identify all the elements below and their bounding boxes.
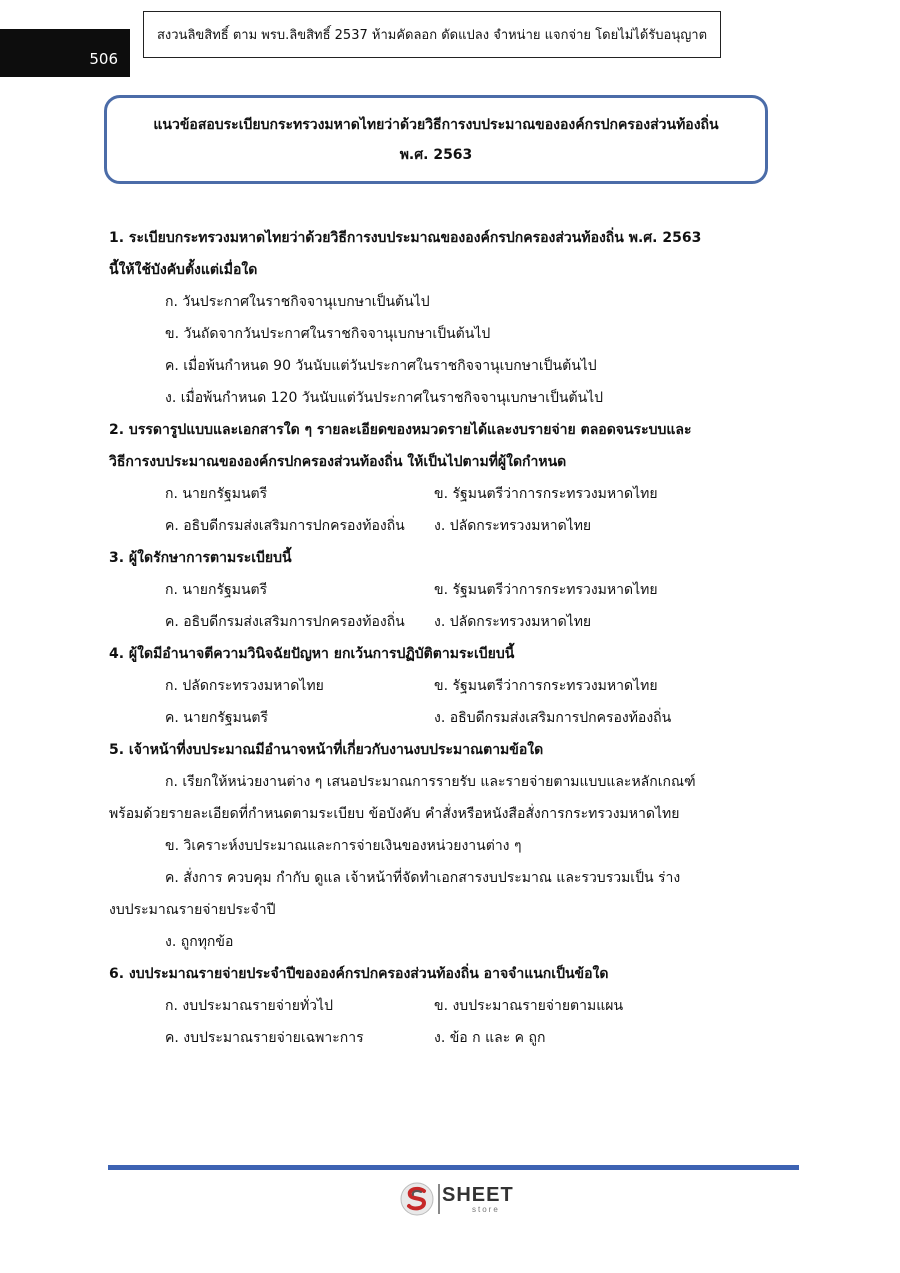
question-6-option-d: ง. ข้อ ก และ ค ถูก bbox=[434, 1030, 546, 1046]
logo-divider bbox=[438, 1184, 440, 1214]
question-5-line-1: 5. เจ้าหน้าที่งบประมาณมีอำนาจหน้าที่เกี่ยวกับงานงบประมาณตามข้อใด bbox=[109, 742, 544, 758]
question-1-option-d: ง. เมื่อพ้นกำหนด 120 วันนับแต่วันประกาศในราชกิจจานุเบกษาเป็นต้นไป bbox=[165, 390, 604, 406]
title-box bbox=[104, 95, 768, 184]
logo-wordmark: SHEET bbox=[442, 1184, 514, 1206]
sheet-store-logo-icon bbox=[400, 1182, 434, 1216]
question-6-option-b: ข. งบประมาณรายจ่ายตามแผน bbox=[434, 998, 624, 1014]
sheet-store-logo bbox=[400, 1180, 530, 1220]
question-6-option-a: ก. งบประมาณรายจ่ายทั่วไป bbox=[165, 998, 333, 1014]
footer-rule bbox=[108, 1165, 799, 1170]
copyright-notice: สงวนลิขสิทธิ์ ตาม พรบ.ลิขสิทธิ์ 2537 ห้ามคัดลอก ดัดแปลง จำหน่าย แจกจ่าย โดยไม่ได้รับอนุญาต bbox=[143, 11, 721, 58]
question-2-line-2: วิธีการงบประมาณขององค์กรปกครองส่วนท้องถิ่น ให้เป็นไปตามที่ผู้ใดกำหนด bbox=[109, 454, 567, 470]
question-3-line-1: 3. ผู้ใดรักษาการตามระเบียบนี้ bbox=[109, 550, 292, 566]
page-number: 506 bbox=[0, 29, 130, 77]
question-6-line-1: 6. งบประมาณรายจ่ายประจำปีขององค์กรปกครองส่วนท้องถิ่น อาจจำแนกเป็นข้อใด bbox=[109, 966, 609, 982]
question-5-option-b: ข. วิเคราะห์งบประมาณและการจ่ายเงินของหน่วยงานต่าง ๆ bbox=[165, 838, 522, 854]
question-4-option-c: ค. นายกรัฐมนตรี bbox=[165, 710, 269, 726]
question-1-line-2: นี้ให้ใช้บังคับตั้งแต่เมื่อใด bbox=[109, 262, 258, 278]
question-4-option-b: ข. รัฐมนตรีว่าการกระทรวงมหาดไทย bbox=[434, 678, 658, 694]
question-1-option-a: ก. วันประกาศในราชกิจจานุเบกษาเป็นต้นไป bbox=[165, 294, 430, 310]
question-2-option-a: ก. นายกรัฐมนตรี bbox=[165, 486, 268, 502]
question-5-option-a-line-2: พร้อมด้วยรายละเอียดที่กำหนดตามระเบียบ ข้อบังคับ คำสั่งหรือหนังสือสั่งการกระทรวงมหาดไทย bbox=[109, 806, 680, 822]
question-3-option-b: ข. รัฐมนตรีว่าการกระทรวงมหาดไทย bbox=[434, 582, 658, 598]
question-2-line-1: 2. บรรดารูปแบบและเอกสารใด ๆ รายละเอียดของหมวดรายได้และงบรายจ่าย ตลอดจนระบบและ bbox=[109, 422, 692, 438]
title-line-2: พ.ศ. 2563 bbox=[399, 146, 473, 163]
logo-subtext: store bbox=[472, 1205, 500, 1214]
question-5-option-c-line-1: ค. สั่งการ ควบคุม กำกับ ดูแล เจ้าหน้าที่จัดทำเอกสารงบประมาณ และรวบรวมเป็น ร่าง bbox=[165, 870, 681, 886]
question-3-option-d: ง. ปลัดกระทรวงมหาดไทย bbox=[434, 614, 592, 630]
question-2-option-d: ง. ปลัดกระทรวงมหาดไทย bbox=[434, 518, 592, 534]
question-5-option-a-line-1: ก. เรียกให้หน่วยงานต่าง ๆ เสนอประมาณการรายรับ และรายจ่ายตามแบบและหลักเกณฑ์ bbox=[165, 774, 696, 790]
question-2-option-c: ค. อธิบดีกรมส่งเสริมการปกครองท้องถิ่น bbox=[165, 518, 405, 534]
question-2-option-b: ข. รัฐมนตรีว่าการกระทรวงมหาดไทย bbox=[434, 486, 658, 502]
question-1-line-1: 1. ระเบียบกระทรวงมหาดไทยว่าด้วยวิธีการงบประมาณขององค์กรปกครองส่วนท้องถิ่น พ.ศ. 2563 bbox=[109, 230, 702, 246]
title-line-1: แนวข้อสอบระเบียบกระทรวงมหาดไทยว่าด้วยวิธีการงบประมาณขององค์กรปกครองส่วนท้องถิ่น bbox=[153, 116, 719, 133]
question-4-line-1: 4. ผู้ใดมีอำนาจตีความวินิจฉัยปัญหา ยกเว้นการปฏิบัติตามระเบียบนี้ bbox=[109, 646, 515, 662]
question-1-option-b: ข. วันถัดจากวันประกาศในราชกิจจานุเบกษาเป็นต้นไป bbox=[165, 326, 491, 342]
question-5-option-d: ง. ถูกทุกข้อ bbox=[165, 934, 234, 950]
question-1-option-c: ค. เมื่อพ้นกำหนด 90 วันนับแต่วันประกาศในราชกิจจานุเบกษาเป็นต้นไป bbox=[165, 358, 597, 374]
question-3-option-a: ก. นายกรัฐมนตรี bbox=[165, 582, 268, 598]
question-4-option-a: ก. ปลัดกระทรวงมหาดไทย bbox=[165, 678, 324, 694]
question-3-option-c: ค. อธิบดีกรมส่งเสริมการปกครองท้องถิ่น bbox=[165, 614, 405, 630]
question-5-option-c-line-2: งบประมาณรายจ่ายประจำปี bbox=[109, 902, 276, 918]
question-4-option-d: ง. อธิบดีกรมส่งเสริมการปกครองท้องถิ่น bbox=[434, 710, 672, 726]
question-6-option-c: ค. งบประมาณรายจ่ายเฉพาะการ bbox=[165, 1030, 364, 1046]
